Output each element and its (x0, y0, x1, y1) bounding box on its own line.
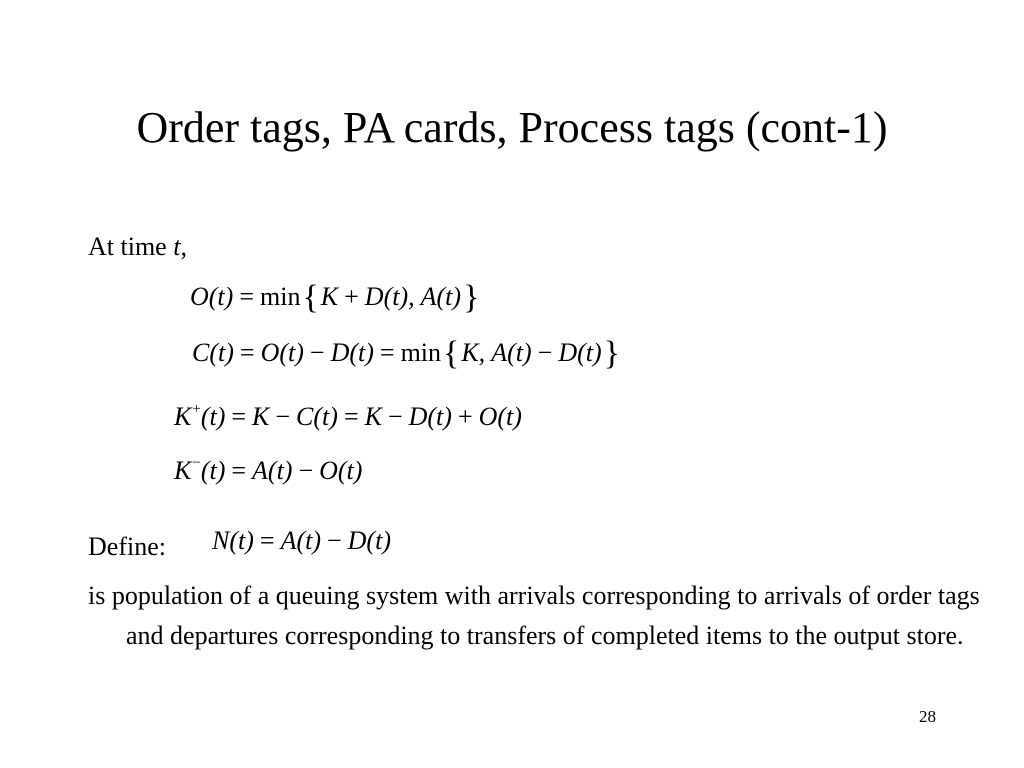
intro-text (88, 230, 187, 264)
eq2-open-brace: { (443, 335, 460, 372)
eq2-minus-2: − (537, 338, 553, 367)
equation-o-of-t (190, 280, 481, 315)
eq3-k-3: K (364, 402, 382, 431)
intro-punctuation: , (180, 232, 187, 261)
eq3-k-2: K (252, 402, 270, 431)
equation-k-minus (174, 446, 362, 488)
eq3-equals-1: = (231, 402, 247, 431)
eq3-minus-2: − (387, 402, 403, 431)
eq2-equals-2: = (379, 338, 395, 367)
equation-c-of-t (192, 336, 622, 371)
eq3-c-of-t: C(t) (296, 402, 338, 431)
eq1-equals: = (239, 282, 254, 311)
equation-n-of-t (212, 524, 391, 558)
intro-label: At time (88, 232, 174, 261)
define-equals: = (259, 526, 275, 555)
body-paragraph: is population of a queuing system with arrivals corresponding to arrivals of order tags and departures corresponding to transfers of completed items to the output store. (88, 581, 980, 650)
eq3-arg: (t) (200, 402, 226, 431)
eq1-lhs: O(t) (190, 282, 234, 311)
eq2-close-brace: } (603, 335, 620, 372)
eq4-equals: = (231, 456, 247, 485)
define-label: Define: (88, 532, 166, 561)
eq2-minus-1: − (309, 338, 325, 367)
eq4-minus-superscript: − (192, 455, 201, 471)
eq2-o-of-t: O(t) (260, 338, 304, 367)
eq1-min: min (260, 282, 301, 311)
define-d-of-t: D(t) (347, 526, 391, 555)
eq3-o-of-t: O(t) (478, 402, 522, 431)
intro-variable: t (173, 232, 181, 261)
slide-number: 28 (919, 707, 936, 726)
eq2-equals-1: = (239, 338, 255, 367)
eq3-minus-1: − (275, 402, 291, 431)
define-minus: − (326, 526, 342, 555)
eq2-d-of-t: D(t) (330, 338, 374, 367)
define-a-of-t: A(t) (280, 526, 321, 555)
eq2-min: min (400, 338, 442, 367)
eq4-minus: − (298, 456, 314, 485)
eq1-plus: + (344, 282, 359, 311)
eq3-plus-superscript: + (192, 401, 201, 417)
eq2-lhs: C(t) (192, 338, 234, 367)
eq4-o-of-t: O(t) (319, 456, 363, 485)
eq4-arg: (t) (200, 456, 226, 485)
eq1-k: K (320, 282, 339, 311)
eq3-equals-2: = (343, 402, 359, 431)
eq4-a-of-t: A(t) (252, 456, 293, 485)
eq3-k: K (174, 402, 192, 431)
eq4-k: K (174, 456, 192, 485)
eq2-d-of-t-2: D(t) (558, 338, 602, 367)
eq3-plus: + (457, 402, 473, 431)
define-lhs: N(t) (212, 526, 254, 555)
slide-title: Order tags, PA cards, Process tags (cont-1) (136, 103, 888, 152)
eq2-args: K, A(t) (461, 338, 532, 367)
eq1-args: D(t), A(t) (364, 282, 462, 311)
eq1-close-brace: } (463, 279, 480, 316)
eq1-open-brace: { (302, 279, 319, 316)
equation-k-plus (174, 392, 522, 434)
eq3-d-of-t: D(t) (408, 402, 452, 431)
